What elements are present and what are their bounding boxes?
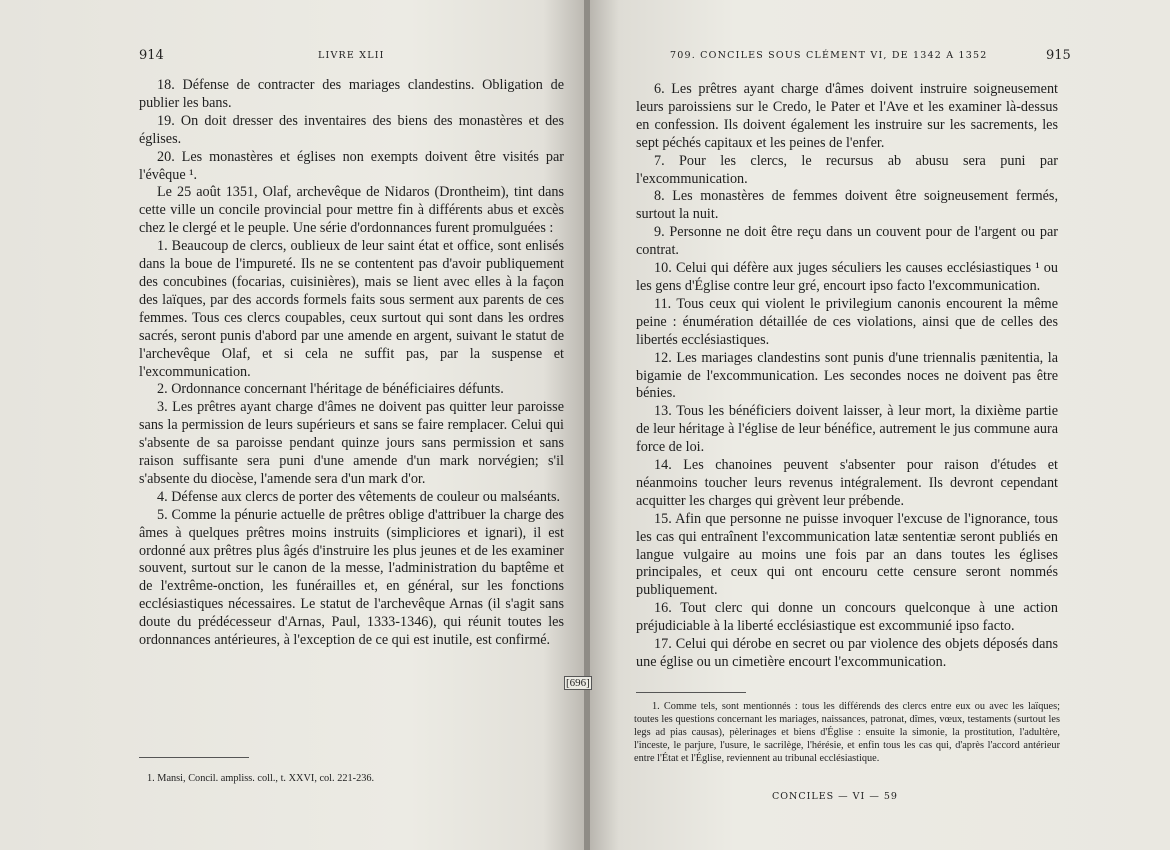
right-paragraph-8: 8. Les monastères de femmes doivent être soigneusement fermés, surtout la nuit. <box>636 188 1058 223</box>
left-paragraph-5: 5. Comme la pénurie actuelle de prêtres oblige d'attribuer la charge des âmes à quelques prêtres moins instruits (simpliciores et ignari), il est ordonné aux prêtres plus âgés d'instruire les plus jeunes et de les examiner souvent, surtout sur le canon de la messe, l'administration du baptême et de l'extrême-onction, les funérailles et, en général, sur les fonctions ecclésiastiques nécessaires. Le statut de l'archevêque Arnas (il s'agit sans doute du prédécesseur d'Arnas, Paul, 1333-1346), qui réunit toutes les ordonnances antérieures, à l'exception de ce qui est inutile, est confirmé. <box>139 506 564 649</box>
right-footnote <box>634 700 1060 765</box>
right-paragraph-17: 17. Celui qui dérobe en secret ou par violence des objets déposés dans une église ou un cimetière encourt l'excommunication. <box>636 636 1058 670</box>
left-paragraph-3: 3. Les prêtres ayant charge d'âmes ne doivent pas quitter leur paroisse sans la permission de leurs supérieurs et sans se faire remplacer. Celui qui s'absente de sa paroisse pendant quinze jours sans permission et sans raison suffisante sera puni d'une amende d'un mark norvégien; s'il s'absente du diocèse, l'amende sera d'un mark d'or. <box>139 399 564 487</box>
right-footnote-text: 1. Comme tels, sont mentionnés : tous les différends des clercs entre eux ou avec les laïques; toutes les questions concernant les mariages, naissances, patronat, dîmes, vœux, testaments (surtout les legs ad pias causas), pèlerinages et biens d'Église : ensuite la simonie, la prostitution, l'adultère, l'inceste, le parjure, l'usure, le sacrilège, l'hérésie, et enfin tous les cas qui, d'après l'accord antérieur entre l'État et l'Église, reviennent au tribunal ecclésiastique. <box>634 701 1060 764</box>
right-page <box>590 0 1170 850</box>
right-paragraph-10: 10. Celui qui défère aux juges séculiers les causes ecclésiastiques ¹ ou les gens d'Église contre leur gré, encourt ipso facto l'excommunication. <box>636 260 1058 294</box>
right-paragraph-11: 11. Tous ceux qui violent le privilegium canonis encourent la même peine : énumération détaillée de ces violations, ainsi que de celles des libertés ecclésiastiques. <box>636 295 1058 348</box>
signature-mark: CONCILES — VI — 59 <box>772 791 898 802</box>
left-footnote-text: 1. Mansi, Concil. ampliss. coll., t. XXVI, col. 221-236. <box>147 773 375 784</box>
left-page-number: 914 <box>139 48 164 63</box>
right-paragraph-16: 16. Tout clerc qui donne un concours quelconque à une action préjudiciable à la liberté ecclésiastique est excommunié ipso facto. <box>636 600 1058 635</box>
left-paragraph-18: 18. Défense de contracter des mariages clandestins. Obligation de publier les bans. <box>139 77 564 111</box>
right-paragraph-9: 9. Personne ne doit être reçu dans un couvent pour de l'argent ou par contrat. <box>636 224 1058 259</box>
right-paragraph-12: 12. Les mariages clandestins sont punis d'une triennalis pænitentia, la bigamie de l'excommunication. Les secondes noces ne doivent pas être bénies. <box>636 349 1058 402</box>
left-paragraph-19: 19. On doit dresser des inventaires des biens des monastères et des églises. <box>139 112 564 147</box>
left-running-head: LIVRE XLII <box>318 50 385 61</box>
right-paragraph-6: 6. Les prêtres ayant charge d'âmes doivent instruire soigneusement leurs paroissiens sur le Credo, le Pater et l'Ave et les examiner là-dessus en confession. Ils doivent également les instruire sur les sacrements, les sept péchés capitaux et les peines de l'enfer. <box>636 81 1058 151</box>
right-paragraph-15: 15. Afin que personne ne puisse invoquer l'excuse de l'ignorance, tous les cas qui entraînent l'excommunication latæ sententiæ seront publiés en langue vulgaire au moins une fois par an dans toutes les églises principales, et ceux qui ont encouru cette censure seront nommés publiquement. <box>636 510 1058 599</box>
right-paragraph-14: 14. Les chanoines peuvent s'absenter pour raison d'études et néanmoins toucher leurs revenus intégralement. Ils devront cependant acquitter les charges qui grèvent leur prébende. <box>636 457 1058 509</box>
left-footnote <box>147 772 562 785</box>
left-text-column <box>139 77 564 650</box>
right-footnote-rule <box>636 692 746 693</box>
right-page-number: 915 <box>1046 48 1071 63</box>
left-paragraph-intro: Le 25 août 1351, Olaf, archevêque de Nidaros (Drontheim), tint dans cette ville un concile provincial pour mettre fin à différents abus et excès chez le clergé et le peuple. Une série d'ordonnances furent promulguées : <box>139 184 564 237</box>
right-running-head: 709. CONCILES SOUS CLÉMENT VI, DE 1342 A 1352 <box>670 50 988 61</box>
right-paragraph-7: 7. Pour les clercs, le recursus ab abusu sera puni par l'excommunication. <box>636 152 1058 187</box>
right-paragraph-13: 13. Tous les bénéficiers doivent laisser, à leur mort, la dixième partie de leur héritage à l'église de leur bénéfice, autrement le jus commune aura force de loi. <box>636 403 1058 456</box>
right-text-column <box>636 81 1058 672</box>
left-paragraph-2: 2. Ordonnance concernant l'héritage de bénéficiaires défunts. <box>157 381 504 398</box>
margin-page-reference: [696] <box>566 677 590 689</box>
left-footnote-rule <box>139 757 249 758</box>
left-paragraph-20: 20. Les monastères et églises non exempts doivent être visités par l'évêque ¹. <box>139 148 564 183</box>
left-paragraph-1: 1. Beaucoup de clercs, oublieux de leur saint état et office, sont enlisés dans la boue de l'impureté. Ils ne se contentent pas d'avoir publiquement des concubines (focarias, cuisinières), mais se lient avec elles à la façon des laïques, par des accords formels faits sous serment aux parents de ces femmes. Tous ces clercs coupables, ceux surtout qui sont dans les ordres sacrés, seront punis d'abord par une amende en argent, suivant le statut de l'archevêque Olaf, et si cela ne suffit pas, par la suspense et l'excommunication. <box>139 238 564 380</box>
left-paragraph-4: 4. Défense aux clercs de porter des vêtements de couleur ou malséants. <box>157 488 561 505</box>
